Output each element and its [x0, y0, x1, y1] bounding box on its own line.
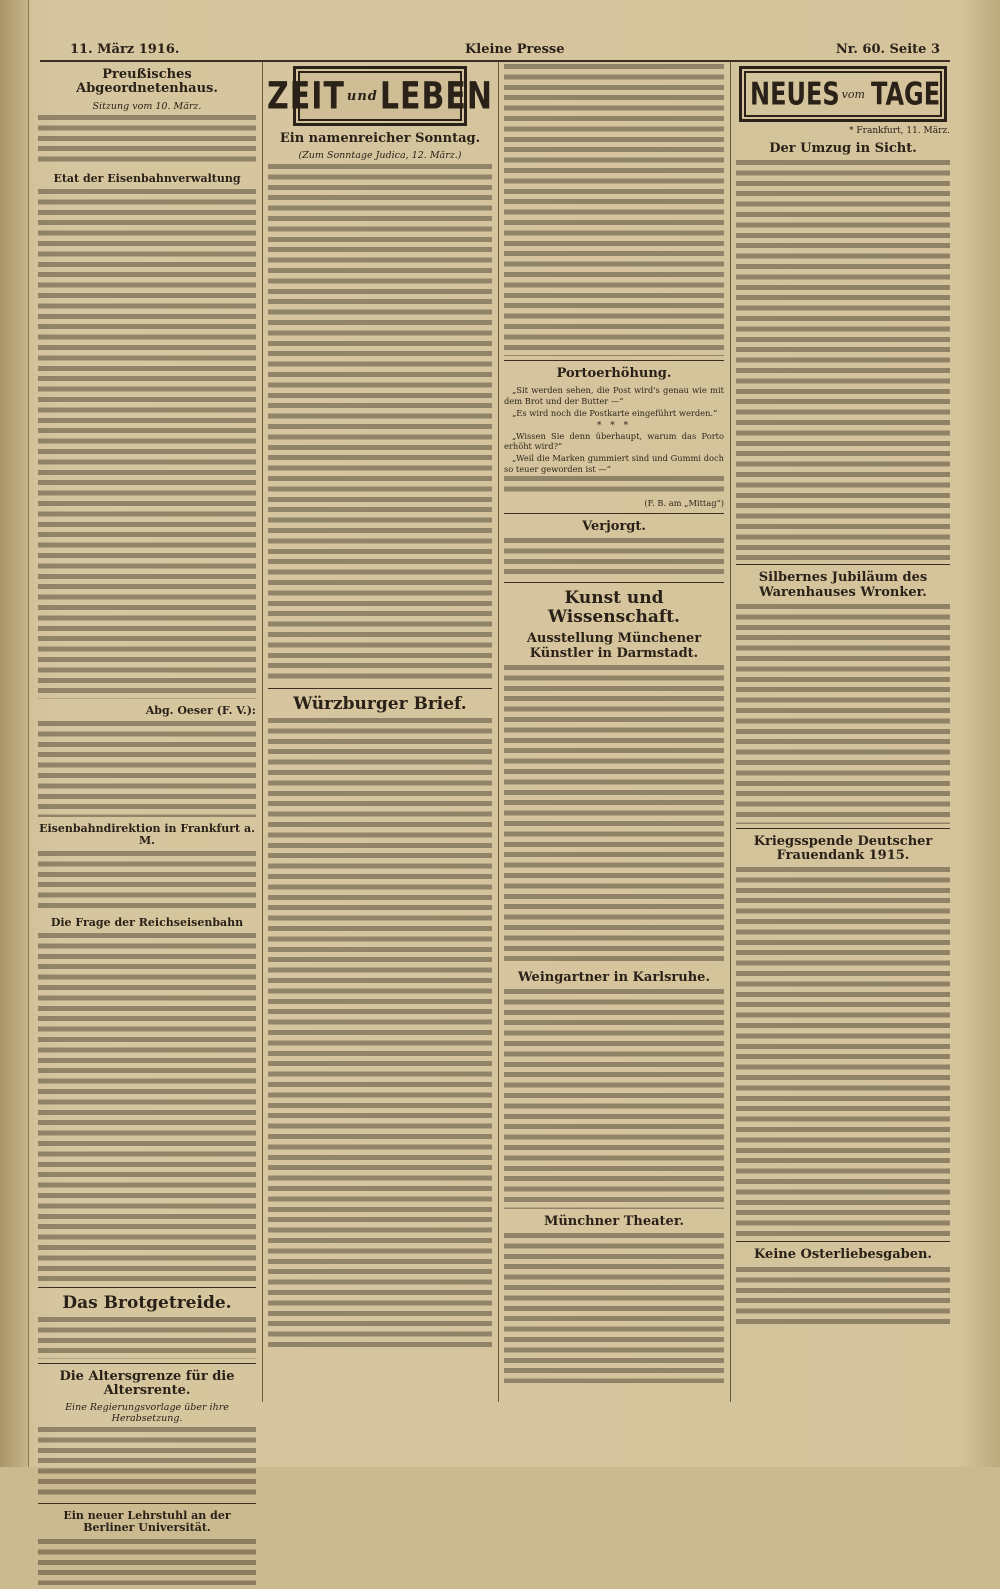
article-heading: Silbernes Jubiläum des Warenhauses Wronker.	[758, 570, 928, 600]
article-heading: Keine Osterliebesgaben.	[754, 1247, 932, 1263]
article-heading: Ein namenreicher Sonntag.	[279, 131, 481, 146]
article-heading: Ein neuer Lehrstuhl an der Berliner Universität.	[63, 1509, 231, 1535]
article-heading: Portoerhöhung.	[556, 366, 672, 381]
article-heading: Münchner Theater.	[543, 1214, 685, 1230]
article-text	[736, 867, 950, 1237]
column-rule	[262, 62, 263, 1402]
section-heading: Die Frage der Reichseisenbahn	[50, 915, 244, 929]
section-heading: Kunst und Wissenschaft.	[548, 587, 680, 627]
section-heading: Etat der Eisenbahnverwaltung	[53, 171, 241, 185]
issue-date: 11. März 1916.	[70, 42, 180, 57]
article-text	[268, 718, 492, 1348]
article-text	[736, 1267, 950, 1327]
article-subheading: Eine Regierungsvorlage über ihre Herabsetzung.	[65, 1402, 229, 1425]
dateline: * Frankfurt, 11. März.	[849, 126, 950, 136]
article-text	[504, 989, 724, 1209]
page-number: Nr. 60. Seite 3	[835, 42, 940, 57]
column-1	[38, 62, 256, 1589]
article-subheading: (Zum Sonntage Judica, 12. März.)	[298, 150, 462, 162]
article-heading: Weingartner in Karlsruhe.	[518, 969, 710, 985]
article-heading: Verjorgt.	[582, 518, 646, 534]
article-heading: Die Altersgrenze für die Altersrente.	[59, 1368, 235, 1399]
article-text	[504, 476, 724, 494]
dialogue-line: „Weil die Marken gummiert sind und Gummi doch so teuer geworden ist —“	[504, 453, 724, 474]
speaker-name: Abg. Oeser (F. V.):	[145, 703, 256, 717]
article-heading: Preußisches Abgeordnetenhaus.	[76, 67, 218, 97]
article-text	[504, 538, 724, 578]
source-credit: (F. B. am „Mittag“)	[644, 498, 724, 509]
article-text	[38, 189, 256, 699]
article-heading: Würzburger Brief.	[293, 694, 467, 715]
logo-word: ZEIT	[267, 74, 345, 118]
neues-vom-tage-logo	[739, 66, 947, 122]
zeit-und-leben-logo	[267, 66, 493, 126]
dialogue-line: „Es wird noch die Postkarte eingeführt werden.“	[512, 408, 718, 419]
article-text	[38, 721, 256, 817]
article-text	[736, 604, 950, 824]
article-text	[38, 115, 256, 167]
section-heading: Eisenbahndirektion in Frankfurt a. M.	[39, 821, 255, 847]
logo-word: TAGE	[870, 75, 941, 113]
column-3: Portoerhöhung. „Sit werden sehen, die Post wird's genau wie mit dem Brot und der Butter —“ „Es wird noch die Postkarte eingeführt werden.“ * * * „Wissen Sie denn überhaupt, warum das Porto erhöht wird?“ „Weil die Marken gummiert sind und Gummi doch so teuer geworden ist —“ (F. B. am „Mittag“) Verjorgt. Kunst und Wissenschaft. Ausstellung Münchener Künstler in Darmstadt. Weingartner in Karlsruhe. Münchner Theater.	[504, 62, 724, 1387]
paper-name: Kleine Presse	[465, 42, 565, 57]
article-text	[38, 1427, 256, 1499]
article-heading: Der Umzug in Sicht.	[769, 141, 917, 156]
column-4	[736, 62, 950, 1331]
article-heading: Ausstellung Münchener Künstler in Darmstadt.	[526, 631, 702, 661]
logo-word: vom	[841, 87, 865, 101]
column-rule	[730, 62, 731, 1402]
dialogue-line: „Sit werden sehen, die Post wird's genau wie mit dem Brot und der Butter —“	[504, 385, 724, 406]
dialogue-line: „Wissen Sie denn überhaupt, warum das Porto erhöht wird?“	[504, 430, 724, 451]
logo-word: und	[346, 88, 378, 104]
article-text	[38, 851, 256, 911]
article-text	[504, 64, 724, 356]
article-heading: Kriegsspende Deutscher Frauendank 1915.	[753, 833, 933, 864]
article-text	[504, 1233, 724, 1383]
column-2	[268, 62, 492, 1352]
article-text	[38, 1317, 256, 1359]
adjacent-page-edge	[0, 0, 29, 1467]
article-text	[38, 1539, 256, 1585]
page-header	[40, 42, 950, 62]
article-text	[38, 933, 256, 1283]
article-text	[268, 164, 492, 684]
column-rule	[498, 62, 499, 1402]
logo-word: LEBEN	[379, 74, 493, 118]
article-text	[504, 665, 724, 965]
article-subheading: Sitzung vom 10. März.	[92, 100, 202, 112]
logo-word: NEUES	[750, 75, 840, 113]
article-heading: Das Brotgetreide.	[62, 1293, 232, 1314]
article-text	[736, 160, 950, 560]
